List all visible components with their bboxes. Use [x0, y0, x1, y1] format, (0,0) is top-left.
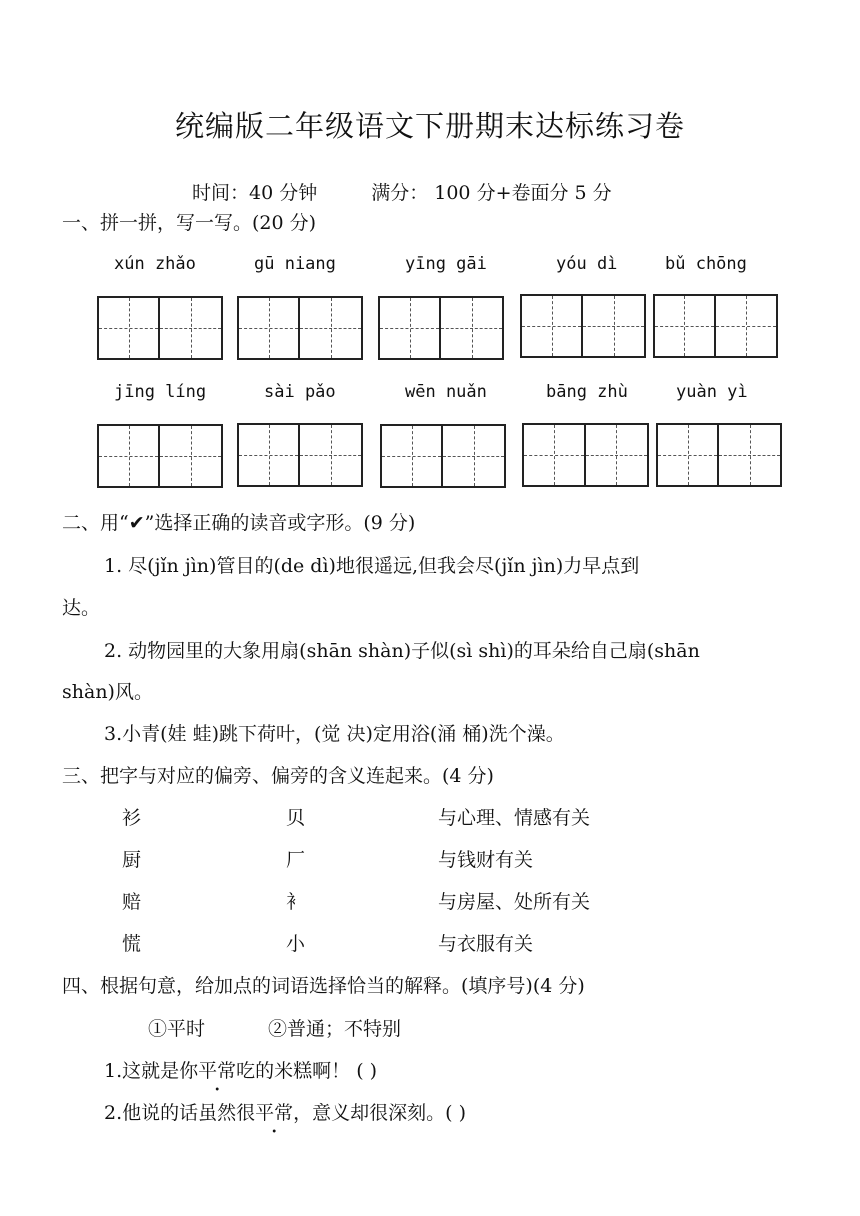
match-char[interactable]: 赔 [122, 891, 142, 913]
writing-grid[interactable] [653, 294, 778, 358]
section-4-heading: 四、根据句意，给加点的词语选择恰当的解释。(填序号)(4 分) [62, 975, 585, 997]
match-meaning[interactable]: 与衣服有关 [438, 933, 534, 955]
match-radical[interactable]: 小 [286, 933, 306, 955]
exam-score: 满分： 100 分+卷面分 5 分 [371, 182, 612, 204]
pinyin-label: yīng gāi [405, 254, 487, 274]
match-radical[interactable]: 厂 [286, 849, 306, 871]
writing-grid[interactable] [237, 296, 363, 360]
match-radical[interactable]: 衤 [286, 891, 306, 913]
writing-grid[interactable] [97, 296, 223, 360]
match-char[interactable]: 衫 [122, 807, 142, 829]
match-radical[interactable]: 贝 [286, 807, 306, 829]
writing-grid[interactable] [520, 294, 646, 358]
pinyin-label: yóu dì [556, 254, 618, 274]
pinyin-label: jīng líng [114, 382, 207, 402]
match-meaning[interactable]: 与房屋、处所有关 [438, 891, 591, 913]
pinyin-label: yuàn yì [676, 382, 748, 402]
match-char[interactable]: 厨 [122, 849, 142, 871]
pinyin-label: bāng zhù [546, 382, 628, 402]
question-2-1-cont: 达。 [62, 597, 101, 619]
dotted-word: 平常 [198, 1060, 237, 1082]
pinyin-label: gū niang [254, 254, 336, 274]
section-1-heading: 一、拼一拼，写一写。(20 分) [62, 212, 317, 234]
exam-time: 时间：40 分钟 [192, 182, 318, 204]
writing-grid[interactable] [378, 296, 504, 360]
pinyin-label: wēn nuǎn [405, 382, 487, 402]
question-2-3: 3.小青(娃 蛙)跳下荷叶，(觉 决)定用浴(涌 桶)洗个澡。 [104, 723, 565, 745]
pinyin-label: sài pǎo [264, 382, 336, 402]
question-4-1: 1.这就是你平常吃的米糕啊！ ( ) [104, 1056, 377, 1083]
writing-grid[interactable] [522, 423, 649, 487]
writing-grid[interactable] [237, 423, 363, 487]
writing-grid[interactable] [97, 424, 223, 488]
match-meaning[interactable]: 与心理、情感有关 [438, 807, 591, 829]
question-2-1: 1. 尽(jǐn jìn)管目的(de dì)地很遥远,但我会尽(jǐn jìn)力早点到 [104, 555, 640, 577]
pinyin-label: xún zhǎo [114, 254, 196, 274]
option-2: ②普通；不特别 [268, 1018, 402, 1040]
question-2-2-cont: shàn)风。 [62, 681, 153, 703]
option-1: ①平时 [148, 1018, 206, 1040]
question-4-2: 2.他说的话虽然很平常，意义却很深刻。( ) [104, 1098, 466, 1125]
writing-grid[interactable] [656, 423, 782, 487]
section-3-heading: 三、把字与对应的偏旁、偏旁的含义连起来。(4 分) [62, 765, 494, 787]
section-2-heading: 二、用“✔”选择正确的读音或字形。(9 分) [62, 512, 416, 534]
dotted-word: 平常 [255, 1102, 294, 1124]
question-2-2: 2. 动物园里的大象用扇(shān shàn)子似(sì shì)的耳朵给自己扇(shān [104, 640, 700, 662]
pinyin-label: bǔ chōng [665, 254, 747, 274]
exam-meta [192, 178, 612, 205]
page-title: 统编版二年级语文下册期末达标练习卷 [174, 109, 685, 143]
writing-grid[interactable] [380, 424, 506, 488]
match-meaning[interactable]: 与钱财有关 [438, 849, 534, 871]
check-mark-icon: ✔ [128, 512, 145, 534]
match-char[interactable]: 慌 [122, 933, 142, 955]
